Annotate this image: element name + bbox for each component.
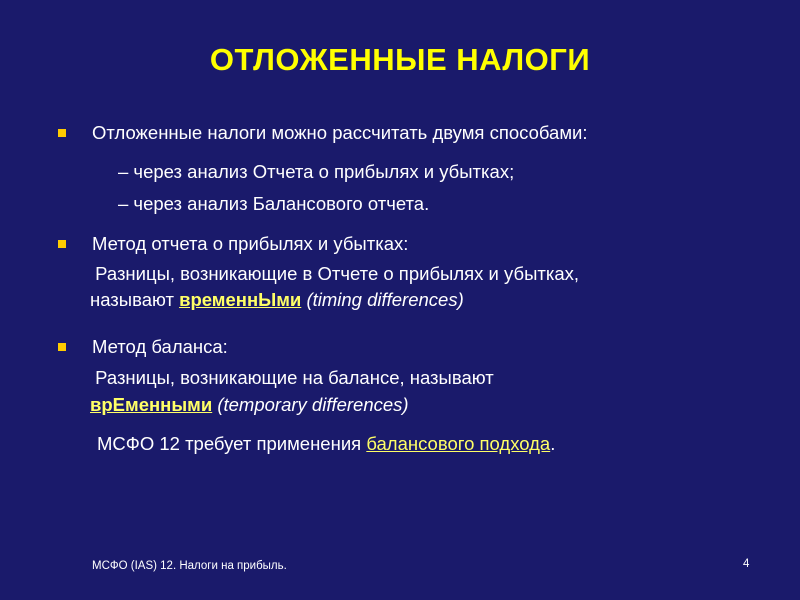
bullet-1-sub-1: – через анализ Отчета о прибылях и убытках; bbox=[118, 161, 515, 182]
footer-text: МСФО (IAS) 12. Налоги на прибыль. bbox=[92, 560, 287, 572]
square-bullet-icon bbox=[58, 343, 66, 351]
bullet-1-sub-2: – через анализ Балансового отчета. bbox=[118, 193, 430, 214]
square-bullet-icon bbox=[58, 129, 66, 137]
ifrs-note-prefix: МСФО 12 требует применения bbox=[97, 433, 367, 454]
balance-approach-link: балансового подхода bbox=[366, 433, 551, 454]
page-number: 4 bbox=[743, 558, 750, 570]
timing-english: (timing differences) bbox=[306, 289, 464, 310]
temporary-term: врЕменными bbox=[90, 394, 213, 415]
ifrs-note-suffix: . bbox=[550, 433, 556, 454]
timing-term: временнЫми bbox=[179, 289, 302, 310]
ifrs-note bbox=[97, 432, 555, 456]
bullet-2-detail-1: Разницы, возникающие в Отчете о прибылях и убытках, bbox=[90, 263, 580, 284]
bullet-2-detail-2 bbox=[90, 288, 464, 312]
temporary-english: (temporary differences) bbox=[217, 394, 409, 415]
bullet-3-detail-2 bbox=[90, 393, 409, 417]
square-bullet-icon bbox=[58, 240, 66, 248]
bullet-2-text: Метод отчета о прибылях и убытках: bbox=[92, 233, 409, 254]
bullet-3-detail-1: Разницы, возникающие на балансе, называют bbox=[90, 367, 494, 388]
bullet-2-detail-prefix: называют bbox=[90, 289, 180, 310]
bullet-3-text: Метод баланса: bbox=[92, 336, 228, 357]
bullet-1-text: Отложенные налоги можно рассчитать двумя способами: bbox=[92, 122, 588, 143]
slide-title: ОТЛОЖЕННЫЕ НАЛОГИ bbox=[209, 42, 591, 77]
